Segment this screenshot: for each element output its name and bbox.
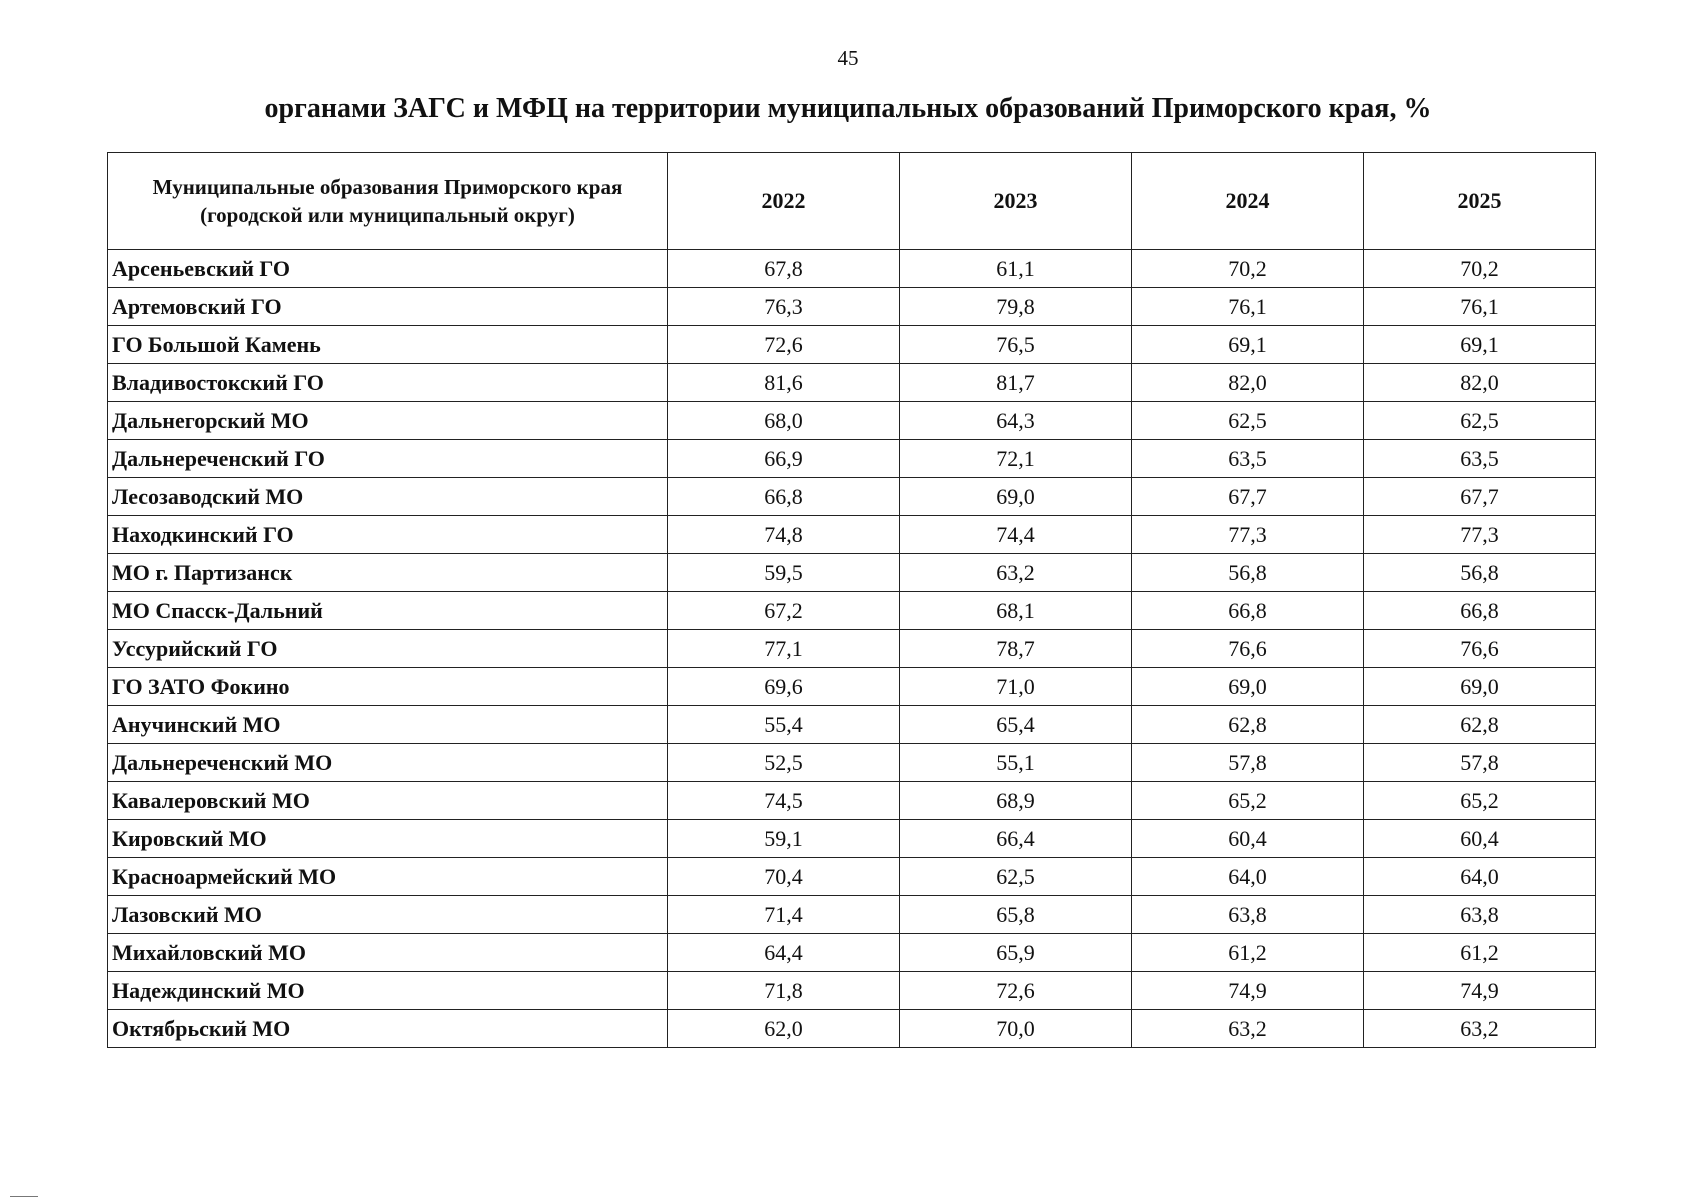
page-number: 45 bbox=[837, 46, 859, 70]
value-cell-2022: 70,4 bbox=[668, 858, 900, 896]
value-cell-2023: 81,7 bbox=[900, 364, 1132, 402]
municipality-name-cell: Кавалеровский МО bbox=[108, 782, 668, 820]
value-cell-2025: 57,8 bbox=[1364, 744, 1596, 782]
value-cell-2025: 60,4 bbox=[1364, 820, 1596, 858]
value-cell-2025: 70,2 bbox=[1364, 250, 1596, 288]
value-cell-2024: 60,4 bbox=[1132, 820, 1364, 858]
table-row bbox=[108, 288, 1596, 326]
table-row bbox=[108, 782, 1596, 820]
table-row bbox=[108, 554, 1596, 592]
municipality-name-cell: МО Спасск-Дальний bbox=[108, 592, 668, 630]
value-cell-2022: 67,8 bbox=[668, 250, 900, 288]
value-cell-2022: 59,1 bbox=[668, 820, 900, 858]
table-row bbox=[108, 440, 1596, 478]
municipality-name-cell: Дальнереченский ГО bbox=[108, 440, 668, 478]
value-cell-2025: 66,8 bbox=[1364, 592, 1596, 630]
value-cell-2025: 65,2 bbox=[1364, 782, 1596, 820]
value-cell-2025: 82,0 bbox=[1364, 364, 1596, 402]
value-cell-2023: 79,8 bbox=[900, 288, 1132, 326]
table-row bbox=[108, 934, 1596, 972]
table-row bbox=[108, 896, 1596, 934]
value-cell-2023: 74,4 bbox=[900, 516, 1132, 554]
value-cell-2024: 82,0 bbox=[1132, 364, 1364, 402]
value-cell-2023: 72,6 bbox=[900, 972, 1132, 1010]
value-cell-2024: 63,2 bbox=[1132, 1010, 1364, 1048]
value-cell-2024: 66,8 bbox=[1132, 592, 1364, 630]
value-cell-2023: 65,9 bbox=[900, 934, 1132, 972]
column-header-municipality-line1: Муниципальные образования Приморского края bbox=[152, 175, 623, 199]
value-cell-2025: 63,5 bbox=[1364, 440, 1596, 478]
value-cell-2024: 63,5 bbox=[1132, 440, 1364, 478]
scan-edge-mark bbox=[10, 1196, 38, 1197]
municipality-name-cell: Михайловский МО bbox=[108, 934, 668, 972]
value-cell-2024: 76,6 bbox=[1132, 630, 1364, 668]
value-cell-2022: 77,1 bbox=[668, 630, 900, 668]
value-cell-2024: 57,8 bbox=[1132, 744, 1364, 782]
table-row bbox=[108, 1010, 1596, 1048]
value-cell-2022: 68,0 bbox=[668, 402, 900, 440]
table-row bbox=[108, 364, 1596, 402]
value-cell-2022: 74,5 bbox=[668, 782, 900, 820]
table-body bbox=[108, 250, 1596, 1048]
municipal-data-table bbox=[107, 152, 1596, 1048]
municipality-name-cell: Октябрьский МО bbox=[108, 1010, 668, 1048]
value-cell-2022: 55,4 bbox=[668, 706, 900, 744]
value-cell-2022: 71,4 bbox=[668, 896, 900, 934]
value-cell-2025: 64,0 bbox=[1364, 858, 1596, 896]
column-header-year-2024: 2024 bbox=[1132, 153, 1364, 250]
table-row bbox=[108, 250, 1596, 288]
municipality-name-cell: Дальнегорский МО bbox=[108, 402, 668, 440]
value-cell-2024: 62,8 bbox=[1132, 706, 1364, 744]
value-cell-2023: 65,4 bbox=[900, 706, 1132, 744]
value-cell-2023: 55,1 bbox=[900, 744, 1132, 782]
municipality-name-cell: Находкинский ГО bbox=[108, 516, 668, 554]
value-cell-2023: 65,8 bbox=[900, 896, 1132, 934]
document-title: органами ЗАГС и МФЦ на территории муниципальных образований Приморского края, % bbox=[264, 93, 1432, 124]
value-cell-2025: 56,8 bbox=[1364, 554, 1596, 592]
value-cell-2022: 71,8 bbox=[668, 972, 900, 1010]
value-cell-2023: 66,4 bbox=[900, 820, 1132, 858]
table-row bbox=[108, 972, 1596, 1010]
value-cell-2022: 74,8 bbox=[668, 516, 900, 554]
municipality-name-cell: Уссурийский ГО bbox=[108, 630, 668, 668]
value-cell-2022: 81,6 bbox=[668, 364, 900, 402]
value-cell-2022: 59,5 bbox=[668, 554, 900, 592]
value-cell-2023: 62,5 bbox=[900, 858, 1132, 896]
value-cell-2025: 61,2 bbox=[1364, 934, 1596, 972]
value-cell-2023: 68,1 bbox=[900, 592, 1132, 630]
table-header-row bbox=[108, 153, 1596, 250]
value-cell-2025: 69,0 bbox=[1364, 668, 1596, 706]
value-cell-2024: 76,1 bbox=[1132, 288, 1364, 326]
municipality-name-cell: МО г. Партизанск bbox=[108, 554, 668, 592]
municipality-name-cell: Лесозаводский МО bbox=[108, 478, 668, 516]
value-cell-2022: 67,2 bbox=[668, 592, 900, 630]
value-cell-2022: 66,9 bbox=[668, 440, 900, 478]
value-cell-2025: 77,3 bbox=[1364, 516, 1596, 554]
value-cell-2024: 67,7 bbox=[1132, 478, 1364, 516]
value-cell-2023: 69,0 bbox=[900, 478, 1132, 516]
table-row bbox=[108, 402, 1596, 440]
value-cell-2023: 64,3 bbox=[900, 402, 1132, 440]
value-cell-2025: 76,6 bbox=[1364, 630, 1596, 668]
value-cell-2024: 69,0 bbox=[1132, 668, 1364, 706]
value-cell-2025: 63,2 bbox=[1364, 1010, 1596, 1048]
table-row bbox=[108, 668, 1596, 706]
column-header-municipality-line2: (городской или муниципальный округ) bbox=[200, 203, 575, 227]
value-cell-2024: 64,0 bbox=[1132, 858, 1364, 896]
value-cell-2022: 64,4 bbox=[668, 934, 900, 972]
table-header bbox=[108, 153, 1596, 250]
municipality-name-cell: Арсеньевский ГО bbox=[108, 250, 668, 288]
column-header-municipality bbox=[108, 153, 668, 250]
value-cell-2023: 68,9 bbox=[900, 782, 1132, 820]
municipality-name-cell: Кировский МО bbox=[108, 820, 668, 858]
value-cell-2022: 69,6 bbox=[668, 668, 900, 706]
value-cell-2022: 76,3 bbox=[668, 288, 900, 326]
value-cell-2024: 69,1 bbox=[1132, 326, 1364, 364]
table-row bbox=[108, 820, 1596, 858]
value-cell-2025: 62,5 bbox=[1364, 402, 1596, 440]
value-cell-2025: 67,7 bbox=[1364, 478, 1596, 516]
value-cell-2022: 52,5 bbox=[668, 744, 900, 782]
value-cell-2023: 63,2 bbox=[900, 554, 1132, 592]
municipality-name-cell: Надеждинский МО bbox=[108, 972, 668, 1010]
value-cell-2025: 74,9 bbox=[1364, 972, 1596, 1010]
table-row bbox=[108, 516, 1596, 554]
value-cell-2025: 69,1 bbox=[1364, 326, 1596, 364]
value-cell-2024: 56,8 bbox=[1132, 554, 1364, 592]
municipality-name-cell: Владивостокский ГО bbox=[108, 364, 668, 402]
value-cell-2024: 63,8 bbox=[1132, 896, 1364, 934]
value-cell-2022: 66,8 bbox=[668, 478, 900, 516]
value-cell-2024: 61,2 bbox=[1132, 934, 1364, 972]
municipality-name-cell: Красноармейский МО bbox=[108, 858, 668, 896]
municipality-name-cell: Дальнереченский МО bbox=[108, 744, 668, 782]
table-row bbox=[108, 858, 1596, 896]
table-row bbox=[108, 744, 1596, 782]
municipality-name-cell: Лазовский МО bbox=[108, 896, 668, 934]
table-row bbox=[108, 478, 1596, 516]
value-cell-2023: 70,0 bbox=[900, 1010, 1132, 1048]
column-header-year-2025: 2025 bbox=[1364, 153, 1596, 250]
table-row bbox=[108, 592, 1596, 630]
value-cell-2024: 74,9 bbox=[1132, 972, 1364, 1010]
value-cell-2025: 76,1 bbox=[1364, 288, 1596, 326]
value-cell-2024: 70,2 bbox=[1132, 250, 1364, 288]
value-cell-2024: 77,3 bbox=[1132, 516, 1364, 554]
value-cell-2025: 63,8 bbox=[1364, 896, 1596, 934]
column-header-year-2023: 2023 bbox=[900, 153, 1132, 250]
value-cell-2024: 62,5 bbox=[1132, 402, 1364, 440]
value-cell-2023: 78,7 bbox=[900, 630, 1132, 668]
municipality-name-cell: ГО Большой Камень bbox=[108, 326, 668, 364]
table-row bbox=[108, 326, 1596, 364]
municipality-name-cell: ГО ЗАТО Фокино bbox=[108, 668, 668, 706]
municipality-name-cell: Анучинский МО bbox=[108, 706, 668, 744]
table-row bbox=[108, 706, 1596, 744]
municipality-name-cell: Артемовский ГО bbox=[108, 288, 668, 326]
value-cell-2023: 71,0 bbox=[900, 668, 1132, 706]
value-cell-2025: 62,8 bbox=[1364, 706, 1596, 744]
value-cell-2023: 72,1 bbox=[900, 440, 1132, 478]
value-cell-2023: 76,5 bbox=[900, 326, 1132, 364]
value-cell-2024: 65,2 bbox=[1132, 782, 1364, 820]
table-row bbox=[108, 630, 1596, 668]
value-cell-2023: 61,1 bbox=[900, 250, 1132, 288]
value-cell-2022: 62,0 bbox=[668, 1010, 900, 1048]
value-cell-2022: 72,6 bbox=[668, 326, 900, 364]
column-header-year-2022: 2022 bbox=[668, 153, 900, 250]
